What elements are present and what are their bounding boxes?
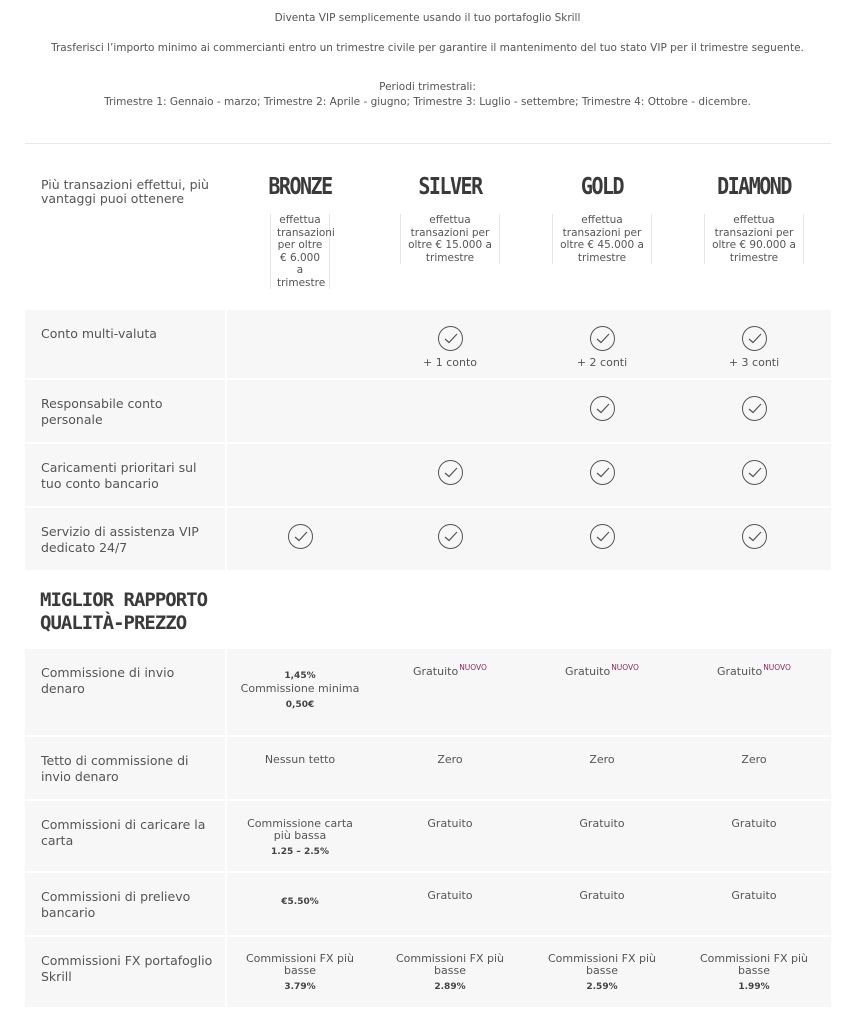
account-count-note: + 3 conti	[728, 356, 780, 369]
tier-description: effettua transazioni per oltre € 6.000 a trimestre	[270, 214, 330, 289]
diamond-benefit	[678, 326, 830, 369]
check-circle-icon	[590, 524, 615, 549]
silver-benefit	[374, 460, 526, 488]
fee-row-send-cap	[25, 737, 831, 801]
value-title-line: MIGLIOR RAPPORTO	[40, 589, 208, 611]
gold-fee: Gratuito	[579, 889, 625, 902]
intro-vip-line: Diventa VIP semplicemente usando il tuo portafoglio Skrill	[274, 12, 581, 24]
check-circle-icon	[438, 524, 463, 549]
tier-diamond	[678, 174, 830, 264]
fee-range: 1.25 – 2.5%	[271, 847, 329, 857]
check-circle-icon	[288, 524, 313, 549]
fx-rate: 2.89%	[434, 982, 466, 992]
fee-row-fx	[25, 937, 831, 1009]
account-count-note: + 2 conti	[576, 356, 628, 369]
fee-row-send-money	[25, 649, 831, 737]
tier-description: effettua transazioni per oltre € 90.000 a trimestre	[704, 214, 804, 264]
bronze-benefit	[224, 524, 376, 552]
fee-label: Tetto di commissione di invio denaro	[41, 753, 189, 784]
gold-benefit	[526, 524, 678, 552]
gold-fee: Zero	[589, 753, 615, 766]
check-circle-icon	[438, 460, 463, 485]
fee-label: Commissioni FX portafoglio Skrill	[41, 953, 213, 984]
tier-description: effettua transazioni per oltre € 15.000 a trimestre	[400, 214, 500, 264]
diamond-benefit	[678, 396, 830, 424]
check-circle-icon	[590, 460, 615, 485]
fx-rate: 1.99%	[738, 982, 770, 992]
fx-desc: Commissioni FX più basse	[699, 952, 809, 977]
check-circle-icon	[438, 326, 463, 351]
check-circle-icon	[590, 326, 615, 351]
benefit-label: Caricamenti prioritari sul tuo conto bancario	[41, 460, 197, 491]
benefit-label: Responsabile conto personale	[41, 396, 163, 427]
diamond-benefit	[678, 460, 830, 488]
account-count-note: + 1 conto	[422, 356, 477, 369]
tier-name: GOLD	[580, 172, 624, 200]
tier-silver	[374, 174, 526, 264]
quarterly-periods-title: Periodi trimestrali:	[379, 81, 476, 93]
benefits-table	[25, 310, 831, 572]
diamond-fee: Zero	[741, 753, 767, 766]
fee-value: Gratuito	[413, 665, 459, 678]
silver-fee	[374, 953, 526, 993]
silver-benefit	[374, 326, 526, 369]
diamond-fee: Gratuito	[731, 817, 777, 830]
diamond-fee	[678, 953, 830, 993]
benefit-row-multi-currency	[25, 310, 831, 380]
fee-row-card-upload	[25, 801, 831, 873]
gold-benefit	[526, 326, 678, 369]
gold-fee	[526, 953, 678, 993]
intro-minimum-transfer-line: Trasferisci l’importo minimo ai commercianti entro un trimestre civile per garantire il mantenimento del tuo stato VIP per il trimestre seguente.	[51, 42, 804, 54]
silver-fee	[374, 663, 526, 678]
benefit-row-vip-support	[25, 508, 831, 572]
fx-desc: Commissioni FX più basse	[395, 952, 505, 977]
check-circle-icon	[742, 460, 767, 485]
benefit-label: Conto multi-valuta	[41, 326, 157, 341]
fee-label: Commissione di invio denaro	[41, 665, 175, 696]
silver-benefit	[374, 524, 526, 552]
tier-description: effettua transazioni per oltre € 45.000 a trimestre	[552, 214, 652, 264]
benefit-label: Servizio di assistenza VIP dedicato 24/7	[41, 524, 199, 555]
fx-rate: 2.59%	[586, 982, 618, 992]
tier-name: DIAMOND	[717, 172, 791, 200]
fee-value: Gratuito	[717, 665, 763, 678]
silver-fee: Gratuito	[427, 889, 473, 902]
new-badge: NUOVO	[459, 663, 487, 672]
bronze-fee	[224, 670, 376, 711]
benefit-row-priority-uploads	[25, 444, 831, 508]
quarterly-periods-text: Trimestre 1: Gennaio - marzo; Trimestre 2: Aprile - giugno; Trimestre 3: Luglio - settembre; Trimestre 4: Ottobre - dicembre.	[104, 96, 751, 108]
check-circle-icon	[590, 396, 615, 421]
fee-label: Commissioni di prelievo bancario	[41, 889, 191, 920]
gold-benefit	[526, 460, 678, 488]
tier-gold	[526, 174, 678, 264]
gold-fee	[526, 663, 678, 678]
fee-label: Commissioni di caricare la carta	[41, 817, 206, 848]
tier-name: SILVER	[418, 172, 482, 200]
gold-benefit	[526, 396, 678, 424]
fee-min-label: Commissione minima	[240, 682, 360, 695]
benefit-row-personal-manager	[25, 380, 831, 444]
tier-intro-text: Più transazioni effettui, più vantaggi puoi ottenere	[41, 177, 209, 206]
tier-name: BRONZE	[268, 172, 332, 200]
value-title-line: QUALITÀ-PREZZO	[40, 612, 187, 634]
new-badge: NUOVO	[763, 663, 791, 672]
new-badge: NUOVO	[611, 663, 639, 672]
bronze-fee	[224, 818, 376, 858]
bronze-fee: €5.50%	[281, 897, 319, 907]
fee-value: Gratuito	[565, 665, 611, 678]
diamond-fee	[678, 663, 830, 678]
tier-header	[25, 160, 831, 290]
value-section-title	[40, 589, 207, 635]
bronze-fee	[224, 953, 376, 993]
diamond-fee: Gratuito	[731, 889, 777, 902]
fee-row-bank-withdrawal	[25, 873, 831, 937]
check-circle-icon	[742, 326, 767, 351]
silver-fee: Gratuito	[427, 817, 473, 830]
fee-rate: 1,45%	[284, 671, 316, 681]
section-divider	[25, 143, 831, 144]
silver-fee: Zero	[437, 753, 463, 766]
fee-desc: Commissione carta più bassa	[247, 817, 353, 842]
fee-min-value: 0,50€	[285, 700, 315, 710]
fx-desc: Commissioni FX più basse	[547, 952, 657, 977]
bronze-fee: Nessun tetto	[264, 753, 336, 766]
fx-desc: Commissioni FX più basse	[245, 952, 355, 977]
check-circle-icon	[742, 396, 767, 421]
fx-rate: 3.79%	[284, 982, 316, 992]
tier-bronze	[224, 174, 376, 289]
diamond-benefit	[678, 524, 830, 552]
gold-fee: Gratuito	[579, 817, 625, 830]
fees-table	[25, 649, 831, 1009]
check-circle-icon	[742, 524, 767, 549]
